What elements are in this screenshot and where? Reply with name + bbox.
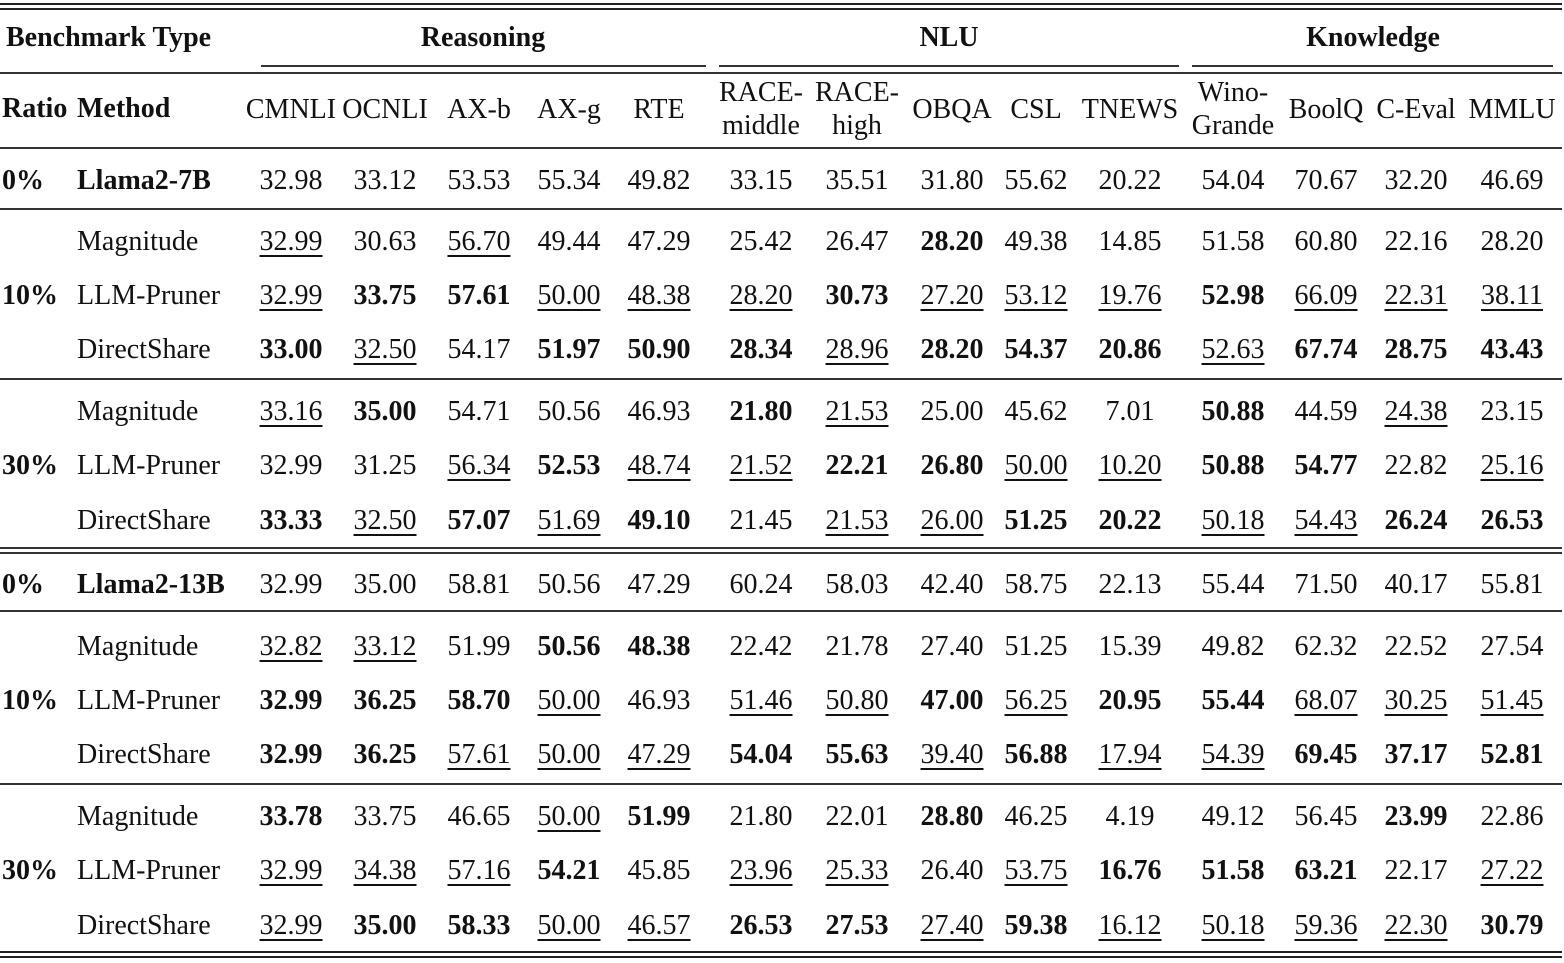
method-cell: DirectShare [77,334,211,365]
value-cell: 45.62 [1004,396,1068,427]
value-cell: 51.69 [537,505,601,536]
value-cell: 50.88 [1201,450,1265,481]
ratio-cell: 30% [2,855,58,886]
method-cell: Magnitude [77,801,199,832]
method-label: Method [77,93,171,124]
value-cell: 47.29 [627,569,691,600]
value-cell: 37.17 [1384,739,1448,770]
value-cell: 32.50 [353,505,417,536]
method-cell: LLM-Pruner [77,280,221,311]
value-cell: 52.63 [1201,334,1265,365]
value-cell: 67.74 [1294,334,1358,365]
value-cell: 54.21 [537,855,601,886]
value-cell: 56.88 [1004,739,1068,770]
section-double-rule [0,552,1562,554]
value-cell: 20.22 [1098,165,1162,196]
value-cell: 48.38 [627,280,691,311]
value-cell: 56.45 [1294,801,1358,832]
value-cell: 22.86 [1480,801,1544,832]
value-cell: 32.99 [259,280,323,311]
ratio-cell: 0% [2,165,44,196]
group-rule [0,783,1562,785]
value-cell: 28.20 [920,226,984,257]
value-cell: 48.38 [627,631,691,662]
value-cell: 19.76 [1098,280,1162,311]
method-cell: DirectShare [77,910,211,941]
ratio-cell: 10% [2,280,58,311]
value-cell: 21.53 [825,396,889,427]
value-cell: 51.99 [447,631,511,662]
value-cell: 54.04 [729,739,793,770]
value-cell: 49.12 [1201,801,1265,832]
value-cell: 50.90 [627,334,691,365]
value-cell: 22.30 [1384,910,1448,941]
value-cell: 54.37 [1004,334,1068,365]
value-cell: 35.00 [353,396,417,427]
value-cell: 50.18 [1201,505,1265,536]
value-cell: 59.38 [1004,910,1068,941]
value-cell: 30.73 [825,280,889,311]
value-cell: 58.70 [447,685,511,716]
value-cell: 50.00 [537,801,601,832]
value-cell: 42.40 [920,569,984,600]
value-cell: 22.16 [1384,226,1448,257]
column-header: CMNLI [245,94,337,125]
value-cell: 54.43 [1294,505,1358,536]
value-cell: 26.53 [729,910,793,941]
value-cell: 23.15 [1480,396,1544,427]
value-cell: 31.25 [353,450,417,481]
value-cell: 23.96 [729,855,793,886]
column-header: C-Eval [1376,94,1456,125]
value-cell: 51.99 [627,801,691,832]
value-cell: 70.67 [1294,165,1358,196]
value-cell: 32.99 [259,569,323,600]
value-cell: 26.40 [920,855,984,886]
column-header: CSL [1010,94,1062,125]
value-cell: 25.16 [1480,450,1544,481]
value-cell: 35.00 [353,910,417,941]
value-cell: 22.01 [825,801,889,832]
value-cell: 27.40 [920,910,984,941]
value-cell: 55.62 [1004,165,1068,196]
method-cell: DirectShare [77,739,211,770]
value-cell: 25.42 [729,226,793,257]
value-cell: 21.80 [729,801,793,832]
value-cell: 32.99 [259,855,323,886]
value-cell: 59.36 [1294,910,1358,941]
value-cell: 57.07 [447,505,511,536]
value-cell: 10.20 [1098,450,1162,481]
value-cell: 28.96 [825,334,889,365]
value-cell: 21.52 [729,450,793,481]
value-cell: 57.61 [447,280,511,311]
bottom-rule [0,956,1562,958]
top-rule [0,3,1562,5]
value-cell: 22.31 [1384,280,1448,311]
value-cell: 32.50 [353,334,417,365]
value-cell: 27.22 [1480,855,1544,886]
column-header: RACE- high [815,77,899,141]
column-header: OBQA [912,94,992,125]
value-cell: 22.13 [1098,569,1162,600]
value-cell: 58.81 [447,569,511,600]
value-cell: 25.33 [825,855,889,886]
value-cell: 24.38 [1384,396,1448,427]
ratio-cell: 30% [2,450,58,481]
value-cell: 51.58 [1201,855,1265,886]
value-cell: 56.70 [447,226,511,257]
value-cell: 28.20 [1480,226,1544,257]
value-cell: 49.44 [537,226,601,257]
method-cell: DirectShare [77,505,211,536]
value-cell: 68.07 [1294,685,1358,716]
value-cell: 30.63 [353,226,417,257]
group-knowledge: Knowledge [1306,22,1440,53]
nlu-cmidrule [719,65,1179,67]
value-cell: 28.75 [1384,334,1448,365]
value-cell: 32.20 [1384,165,1448,196]
method-cell: Magnitude [77,396,199,427]
value-cell: 35.51 [825,165,889,196]
value-cell: 50.00 [537,280,601,311]
value-cell: 26.47 [825,226,889,257]
value-cell: 58.03 [825,569,889,600]
value-cell: 21.78 [825,631,889,662]
method-cell: Magnitude [77,631,199,662]
value-cell: 52.81 [1480,739,1544,770]
column-header: MMLU [1468,94,1556,125]
value-cell: 33.12 [353,165,417,196]
group-nlu: NLU [919,22,979,53]
ratio-cell: 0% [2,569,44,600]
group-reasoning: Reasoning [420,22,546,53]
value-cell: 30.25 [1384,685,1448,716]
column-header: RTE [633,94,685,125]
value-cell: 45.85 [627,855,691,886]
value-cell: 47.29 [627,739,691,770]
value-cell: 54.77 [1294,450,1358,481]
column-header: RACE- middle [719,77,803,141]
value-cell: 54.71 [447,396,511,427]
method-cell: LLM-Pruner [77,450,221,481]
value-cell: 36.25 [353,685,417,716]
value-cell: 55.44 [1201,685,1265,716]
value-cell: 27.53 [825,910,889,941]
value-cell: 16.12 [1098,910,1162,941]
value-cell: 46.93 [627,685,691,716]
column-header: AX-g [537,94,601,125]
value-cell: 49.10 [627,505,691,536]
value-cell: 22.42 [729,631,793,662]
value-cell: 38.11 [1481,280,1543,311]
value-cell: 33.78 [259,801,323,832]
value-cell: 28.20 [729,280,793,311]
value-cell: 27.40 [920,631,984,662]
value-cell: 50.00 [537,739,601,770]
value-cell: 15.39 [1098,631,1162,662]
value-cell: 33.75 [353,801,417,832]
value-cell: 50.56 [537,569,601,600]
value-cell: 20.86 [1098,334,1162,365]
value-cell: 51.46 [729,685,793,716]
section-double-rule [0,547,1562,549]
value-cell: 33.15 [729,165,793,196]
knowledge-cmidrule [1192,65,1553,67]
value-cell: 46.69 [1480,165,1544,196]
value-cell: 69.45 [1294,739,1358,770]
value-cell: 56.34 [447,450,511,481]
value-cell: 33.00 [259,334,323,365]
header-rule [0,72,1562,74]
value-cell: 32.99 [259,685,323,716]
value-cell: 53.75 [1004,855,1068,886]
value-cell: 46.57 [627,910,691,941]
value-cell: 28.80 [920,801,984,832]
value-cell: 56.25 [1004,685,1068,716]
value-cell: 27.54 [1480,631,1544,662]
method-cell: Magnitude [77,226,199,257]
value-cell: 54.39 [1201,739,1265,770]
value-cell: 28.34 [729,334,793,365]
value-cell: 54.04 [1201,165,1265,196]
value-cell: 71.50 [1294,569,1358,600]
value-cell: 26.00 [920,505,984,536]
value-cell: 26.80 [920,450,984,481]
ratio-label: Ratio [2,93,68,124]
value-cell: 36.25 [353,739,417,770]
value-cell: 47.00 [920,685,984,716]
value-cell: 21.53 [825,505,889,536]
value-cell: 50.00 [537,910,601,941]
value-cell: 46.93 [627,396,691,427]
value-cell: 14.85 [1098,226,1162,257]
value-cell: 44.59 [1294,396,1358,427]
value-cell: 26.53 [1480,505,1544,536]
method-cell: LLM-Pruner [77,855,221,886]
value-cell: 51.45 [1480,685,1544,716]
value-cell: 28.20 [920,334,984,365]
value-cell: 35.00 [353,569,417,600]
value-cell: 55.34 [537,165,601,196]
value-cell: 50.56 [537,631,601,662]
value-cell: 26.24 [1384,505,1448,536]
value-cell: 66.09 [1294,280,1358,311]
column-header: Wino- Grande [1191,77,1275,141]
value-cell: 58.75 [1004,569,1068,600]
header-bottom-rule [0,147,1562,149]
value-cell: 62.32 [1294,631,1358,662]
ratio-cell: 10% [2,685,58,716]
value-cell: 46.65 [447,801,511,832]
value-cell: 60.80 [1294,226,1358,257]
value-cell: 58.33 [447,910,511,941]
value-cell: 7.01 [1105,396,1155,427]
group-rule [0,378,1562,380]
group-rule [0,610,1562,612]
method-cell: LLM-Pruner [77,685,221,716]
value-cell: 51.25 [1004,505,1068,536]
value-cell: 53.12 [1004,280,1068,311]
value-cell: 30.79 [1480,910,1544,941]
value-cell: 49.82 [627,165,691,196]
value-cell: 21.80 [729,396,793,427]
value-cell: 22.21 [825,450,889,481]
value-cell: 17.94 [1098,739,1162,770]
top-rule-inner [0,8,1562,10]
value-cell: 52.98 [1201,280,1265,311]
value-cell: 57.16 [447,855,511,886]
value-cell: 55.81 [1480,569,1544,600]
value-cell: 32.98 [259,165,323,196]
value-cell: 50.80 [825,685,889,716]
value-cell: 22.17 [1384,855,1448,886]
column-header: TNEWS [1081,94,1179,125]
method-cell: Llama2-13B [77,569,225,600]
value-cell: 21.45 [729,505,793,536]
value-cell: 55.44 [1201,569,1265,600]
method-cell: Llama2-7B [77,165,211,196]
value-cell: 48.74 [627,450,691,481]
value-cell: 31.80 [920,165,984,196]
value-cell: 33.12 [353,631,417,662]
value-cell: 51.25 [1004,631,1068,662]
value-cell: 49.38 [1004,226,1068,257]
value-cell: 63.21 [1294,855,1358,886]
value-cell: 27.20 [920,280,984,311]
reasoning-cmidrule [261,65,706,67]
value-cell: 50.88 [1201,396,1265,427]
value-cell: 33.16 [259,396,323,427]
value-cell: 32.99 [259,739,323,770]
value-cell: 49.82 [1201,631,1265,662]
value-cell: 20.95 [1098,685,1162,716]
value-cell: 51.97 [537,334,601,365]
value-cell: 34.38 [353,855,417,886]
value-cell: 40.17 [1384,569,1448,600]
value-cell: 47.29 [627,226,691,257]
value-cell: 55.63 [825,739,889,770]
value-cell: 22.82 [1384,450,1448,481]
value-cell: 51.58 [1201,226,1265,257]
group-rule [0,208,1562,210]
value-cell: 60.24 [729,569,793,600]
column-header: OCNLI [342,94,428,125]
value-cell: 50.00 [537,685,601,716]
bottom-rule [0,951,1562,953]
value-cell: 33.33 [259,505,323,536]
value-cell: 53.53 [447,165,511,196]
value-cell: 52.53 [537,450,601,481]
value-cell: 50.00 [1004,450,1068,481]
value-cell: 22.52 [1384,631,1448,662]
benchmark-type-label: Benchmark Type [6,22,212,53]
value-cell: 39.40 [920,739,984,770]
value-cell: 43.43 [1480,334,1544,365]
column-header: AX-b [447,94,511,125]
value-cell: 23.99 [1384,801,1448,832]
column-header: BoolQ [1288,94,1364,125]
value-cell: 33.75 [353,280,417,311]
value-cell: 46.25 [1004,801,1068,832]
value-cell: 54.17 [447,334,511,365]
value-cell: 32.82 [259,631,323,662]
value-cell: 32.99 [259,226,323,257]
value-cell: 16.76 [1098,855,1162,886]
value-cell: 25.00 [920,396,984,427]
value-cell: 57.61 [447,739,511,770]
value-cell: 50.18 [1201,910,1265,941]
value-cell: 32.99 [259,910,323,941]
value-cell: 50.56 [537,396,601,427]
value-cell: 20.22 [1098,505,1162,536]
value-cell: 4.19 [1105,801,1155,832]
value-cell: 32.99 [259,450,323,481]
